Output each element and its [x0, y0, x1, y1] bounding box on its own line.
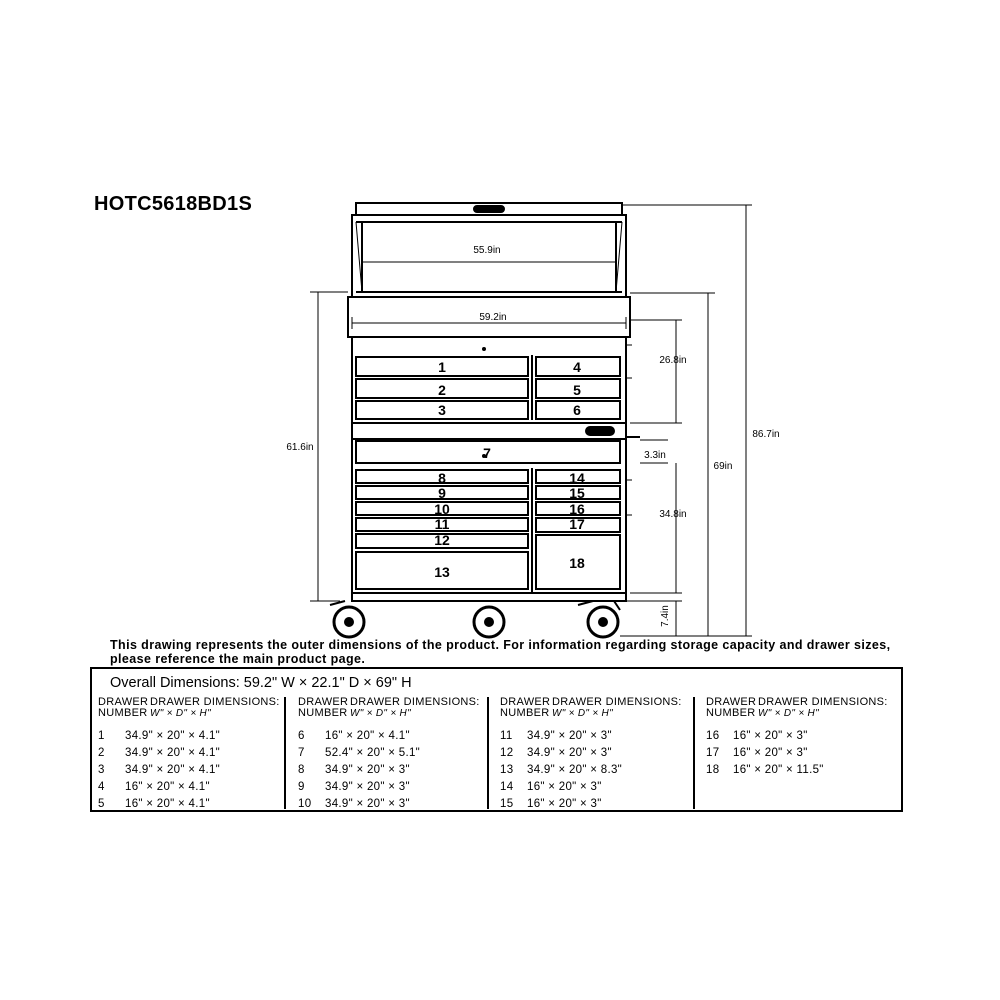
spec-column-4 [706, 697, 906, 779]
units-header: W" × D" × H" [150, 708, 211, 719]
dims-header: DRAWER DIMENSIONS: [150, 696, 280, 708]
label-drawer-16: 16 [569, 501, 585, 517]
label-drawer-4: 4 [573, 359, 581, 375]
dim-body-height: 69in [713, 461, 733, 472]
spec-table [90, 667, 903, 812]
dim-chest-height: 61.6in [286, 442, 314, 453]
label-drawer-1: 1 [438, 359, 446, 375]
column-header: DRAWER DRAWER DIMENSIONS: NUMBER W" × D" × H" [500, 696, 682, 719]
table-row: 12 34.9" × 20" × 3" [500, 747, 612, 759]
hutch-handle [474, 206, 504, 212]
table-row: 17 16" × 20" × 3" [706, 747, 808, 759]
column-header: DRAWER DRAWER DIMENSIONS: NUMBER W" × D" × H" [706, 696, 888, 719]
dim-upper-section: 26.8in [659, 355, 687, 366]
table-row: 16 16" × 20" × 3" [706, 730, 808, 742]
model-title: HOTC5618BD1S [94, 193, 253, 215]
table-row: 10 34.9" × 20" × 3" [298, 798, 410, 810]
dim-caster-height: 7.4in [660, 605, 671, 627]
label-drawer-11: 11 [434, 516, 450, 532]
table-row: 7 52.4" × 20" × 5.1" [298, 747, 421, 759]
spec-column-3 [500, 697, 700, 813]
label-drawer-3: 3 [438, 402, 446, 418]
label-drawer-9: 9 [438, 485, 446, 501]
table-row: 1 34.9" × 20" × 4.1" [98, 730, 221, 742]
dim-middle-drawer: 3.3in [644, 450, 666, 461]
table-row: 3 34.9" × 20" × 4.1" [98, 764, 221, 776]
label-drawer-17: 17 [569, 516, 585, 532]
label-drawer-5: 5 [573, 382, 581, 398]
label-drawer-15: 15 [569, 485, 585, 501]
number-header: NUMBER [98, 707, 148, 719]
table-row: 6 16" × 20" × 4.1" [298, 730, 410, 742]
overall-dimensions: Overall Dimensions: 59.2" W × 22.1" D × 69" H [110, 675, 412, 691]
table-row: 15 16" × 20" × 3" [500, 798, 602, 810]
dim-hutch-width: 55.9in [473, 245, 501, 256]
column-divider [284, 697, 286, 809]
dim-total-height: 86.7in [752, 429, 780, 440]
spec-column-2 [298, 697, 498, 813]
dim-cabinet-width: 59.2in [479, 312, 507, 323]
table-row: 5 16" × 20" × 4.1" [98, 798, 210, 810]
disclaimer-note: This drawing represents the outer dimensions of the product. For information regarding storage capacity and drawer sizes, please reference the main product page. [110, 638, 891, 666]
table-row: 14 16" × 20" × 3" [500, 781, 602, 793]
label-drawer-13: 13 [434, 564, 450, 580]
drawer-header: DRAWER [98, 696, 149, 708]
spec-column-1 [98, 697, 298, 813]
label-drawer-8: 8 [438, 470, 446, 486]
label-drawer-14: 14 [569, 470, 585, 486]
table-row: 8 34.9" × 20" × 3" [298, 764, 410, 776]
table-row: 13 34.9" × 20" × 8.3" [500, 764, 623, 776]
table-row: 4 16" × 20" × 4.1" [98, 781, 210, 793]
hutch-body [352, 215, 626, 297]
table-row: 9 34.9" × 20" × 3" [298, 781, 410, 793]
lock-handle [586, 427, 614, 435]
middle-band [352, 423, 626, 439]
table-row: 11 34.9" × 20" × 3" [500, 730, 612, 742]
label-drawer-18: 18 [569, 555, 585, 571]
table-row: 2 34.9" × 20" × 4.1" [98, 747, 221, 759]
column-header [98, 697, 298, 719]
column-divider [487, 697, 489, 809]
label-drawer-2: 2 [438, 382, 446, 398]
label-drawer-6: 6 [573, 402, 581, 418]
label-drawer-10: 10 [434, 501, 450, 517]
table-row: 18 16" × 20" × 11.5" [706, 764, 824, 776]
column-header: DRAWER DRAWER DIMENSIONS: NUMBER W" × D" × H" [298, 696, 480, 719]
label-drawer-12: 12 [434, 532, 450, 548]
label-drawer-7: 7 [483, 445, 491, 461]
dim-lower-section: 34.8in [659, 509, 687, 520]
column-divider [693, 697, 695, 809]
